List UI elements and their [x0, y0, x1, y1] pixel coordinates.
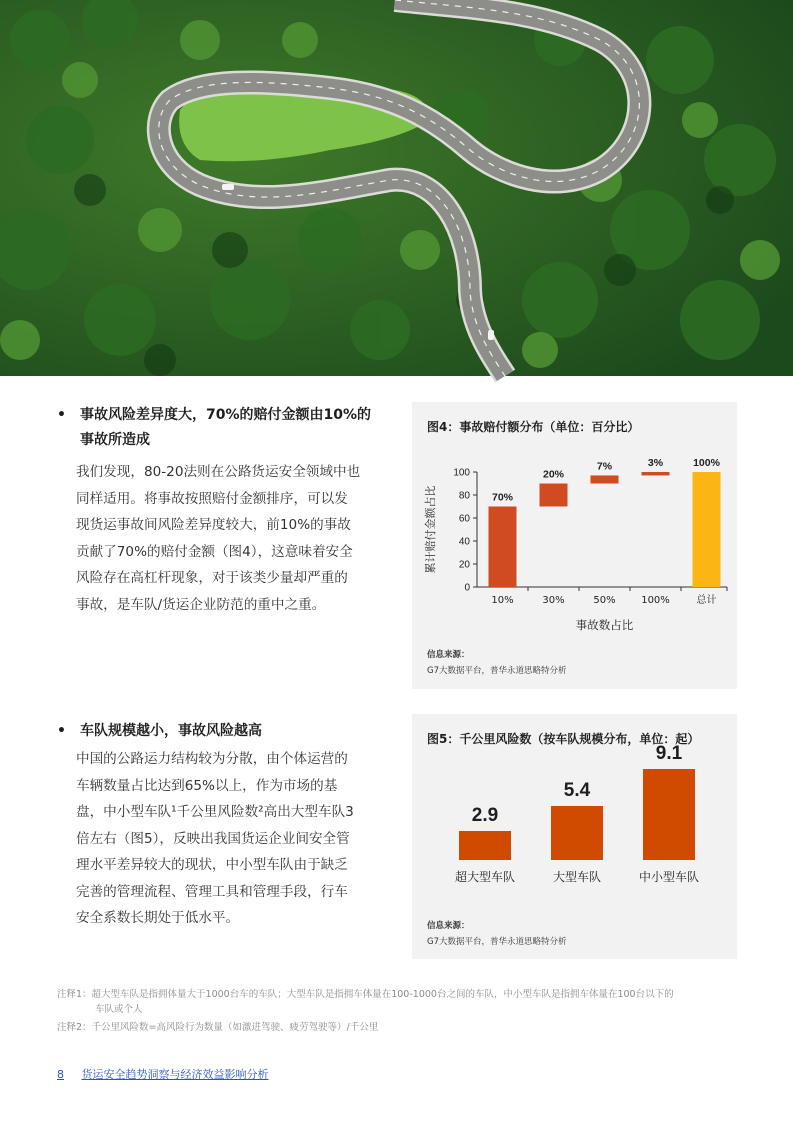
heading-line: 车队规模越小，事故风险越高 [80, 723, 262, 739]
paragraph-line: 车辆数量占比达到65%以上，作为市场的基 [76, 777, 338, 794]
bar [591, 475, 619, 483]
figure-title: 图4：事故赔付额分布（单位：百分比） [427, 420, 640, 434]
source-label: 信息来源： [427, 650, 470, 660]
bar [540, 484, 568, 507]
category-label: 大型车队 [552, 870, 602, 884]
paragraph-line: 倍左右（图5），反映出我国货运企业间安全管 [76, 830, 350, 847]
bar [459, 831, 511, 860]
y-axis-label: 累计赔付金额占比 [424, 485, 437, 574]
footnote-line: 车队或个人 [95, 1004, 143, 1015]
paragraph-line: 中国的公路运力结构较为分散，由个体运营的 [76, 751, 348, 767]
paragraph-line: 贡献了70%的赔付金额（图4），这意味着安全 [76, 543, 353, 560]
x-axis-label: 事故数占比 [575, 618, 634, 632]
y-tick-label: 80 [458, 490, 470, 502]
x-tick-label: 50% [593, 595, 616, 606]
bar [642, 472, 670, 475]
paragraph [57, 746, 387, 932]
footnote-line: 注释2：千公里风险数=高风险行为数量（如激进驾驶、疲劳驾驶等）/千公里 [57, 1022, 379, 1033]
bar [489, 507, 517, 588]
data-label: 5.4 [563, 780, 591, 801]
bullet-icon: • [57, 723, 66, 739]
paragraph-line: 事故，是车队/货运企业防范的重中之重。 [76, 596, 326, 613]
data-label: 2.9 [471, 805, 499, 826]
x-tick-label: 100% [641, 595, 670, 606]
section-heading [57, 403, 387, 453]
bar [643, 769, 695, 860]
paragraph-line: 完善的管理流程、管理工具和管理手段，行车 [76, 883, 348, 900]
section-heading [57, 719, 387, 744]
section-fleet-size-risk [57, 719, 387, 932]
page-number: 8 [57, 1068, 64, 1081]
y-tick-label: 100 [453, 467, 470, 479]
paragraph-line: 盘，中小型车队¹千公里风险数²高出大型车队3 [76, 804, 354, 820]
bar-chart [412, 743, 737, 914]
paragraph-line: 同样适用。将事故按照赔付金额排序，可以发 [76, 490, 348, 507]
paragraph-line: 我们发现，80-20法则在公路货运安全领域中也 [76, 464, 361, 480]
data-label: 100% [693, 457, 720, 469]
source-text: G7大数据平台，普华永道思略特分析 [427, 666, 567, 676]
y-tick-label: 60 [458, 513, 470, 525]
figure-5-panel [412, 714, 737, 959]
data-label: 3% [647, 457, 664, 469]
hero-image [0, 0, 793, 376]
waterfall-chart [412, 442, 737, 672]
figure-4-panel [412, 402, 737, 689]
figure-title: 图5：千公里风险数（按车队规模分布，单位：起） [427, 732, 700, 746]
section-claims-distribution [57, 403, 387, 618]
x-tick-label: 10% [491, 595, 514, 606]
y-tick-label: 20 [458, 559, 470, 571]
bar [693, 472, 721, 587]
y-tick-label: 40 [458, 536, 470, 548]
paragraph-line: 理水平差异较大的现状，中小型车队由于缺乏 [76, 857, 348, 873]
footnote-1 [57, 987, 747, 1017]
category-label: 中小型车队 [638, 870, 700, 884]
bar [551, 806, 603, 860]
x-tick-label: 30% [542, 595, 565, 606]
heading-line: 事故所造成 [80, 432, 150, 448]
footer-title-link[interactable]: 货运安全趋势洞察与经济效益影响分析 [81, 1068, 269, 1081]
page-footer[interactable] [57, 1066, 269, 1082]
data-label: 9.1 [655, 743, 683, 764]
source-label: 信息来源： [427, 921, 470, 931]
bullet-icon: • [57, 407, 66, 423]
category-label: 超大型车队 [454, 870, 516, 884]
paragraph-line: 风险存在高杠杆现象，对于该类少量却严重的 [76, 570, 348, 586]
data-label: 7% [596, 460, 613, 473]
footnote-2 [57, 1020, 747, 1035]
data-label: 20% [542, 468, 565, 481]
source-text: G7大数据平台，普华永道思略特分析 [427, 937, 567, 947]
paragraph-line: 现货运事故间风险差异度较大，前10%的事故 [76, 517, 351, 533]
paragraph-line: 安全系数长期处于低水平。 [76, 910, 240, 926]
x-tick-label: 总计 [696, 595, 717, 606]
paragraph [57, 459, 387, 618]
data-label: 70% [491, 491, 514, 504]
footnote-line: 注释1：超大型车队是指拥体量大于1000台车的车队；大型车队是指拥车体量在100-1000台之间的车队，中小型车队是指拥车体量在100台以下的 [57, 989, 674, 1000]
y-tick-label: 0 [464, 582, 470, 594]
heading-line: 事故风险差异度大，70%的赔付金额由10%的 [80, 407, 372, 423]
